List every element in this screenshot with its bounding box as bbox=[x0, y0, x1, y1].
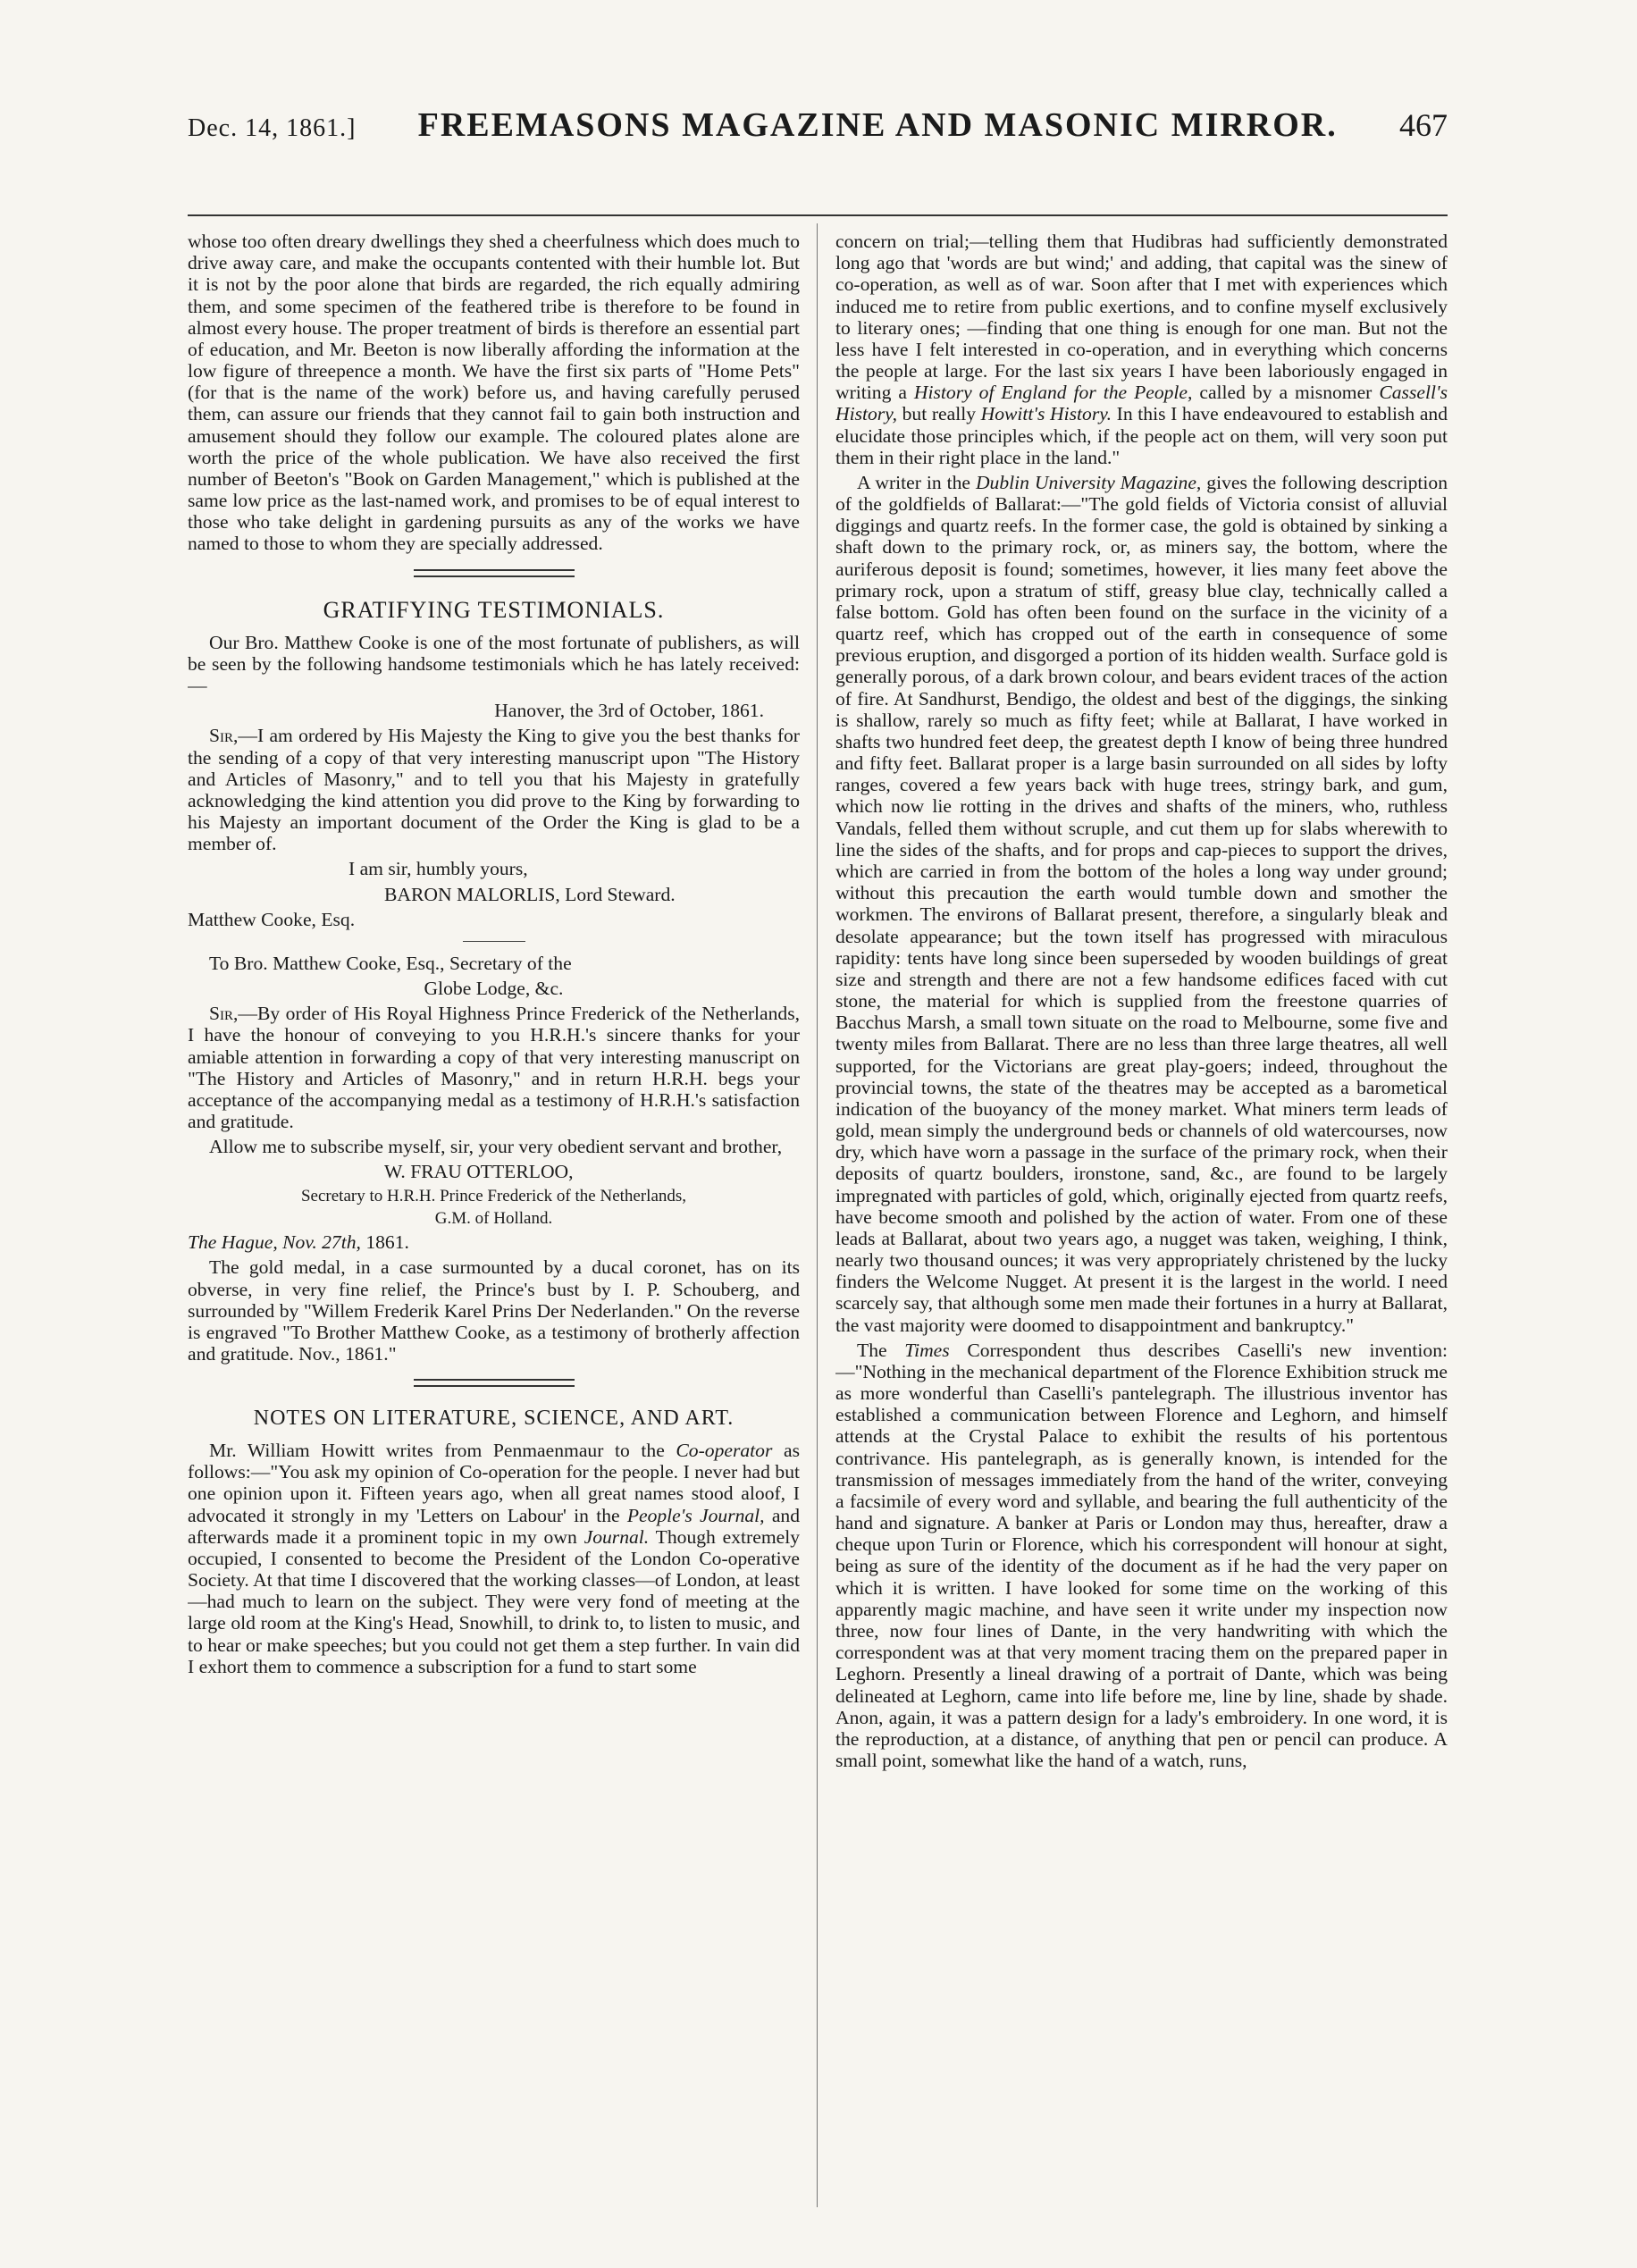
howitt-cooperator: Co-operator bbox=[676, 1440, 773, 1462]
letter2-year: 1861. bbox=[365, 1231, 409, 1254]
dublin-magazine: Dublin University Magazine, bbox=[975, 471, 1202, 493]
howitt-cont-4: In this I have endeavoured to establish and elucidate those principles which, if the people act on them, will very soon put them in their right place in the land." bbox=[835, 403, 1448, 468]
right-column bbox=[835, 231, 1448, 2197]
page-number: 467 bbox=[1398, 107, 1448, 143]
letter2-title-line2: G.M. of Holland. bbox=[434, 1208, 553, 1228]
letter2-title-line1: Secretary to H.R.H. Prince Frederick of the Netherlands, bbox=[300, 1186, 687, 1205]
howitt-peoples-journal: People's Journal, bbox=[626, 1504, 765, 1526]
letter2-salutation: Sir, bbox=[209, 1003, 239, 1025]
dublin-text-2: gives the following description of the goldfields of Ballarat:—"The gold fields of Victoria consist of alluvial diggings and quartz reefs. In the former case, the gold is obtained by sinking a shaft down to the primary rock, or, as miners say, the bottom, where the auriferous deposit is found; sometimes, however, it lies many feet above the primary rock, upon a stratum of stiff, greasy blue clay, technically called a false bottom. Gold has often been found on the surface in the vicinity of a quartz reef, which has cropped out of the earth in consequence of some previous eruption, and disgorged a portion of its hidden wealth. Surface gold is generally porous, of a dark brown colour, and bears evident traces of the action of fire. At Sandhurst, Bendigo, the oldest and best of the diggings, the sinking is shallow, rarely so much as fifty feet; while at Ballarat, I have worked in shafts two hundred feet deep, the greatest depth I know of being three hundred and fifty feet. Ballarat proper is a large basin surrounded on all sides by lofty ranges, covered a few years back with huge trees, stringy bark, and gum, which now lie rotting in the drives and shafts of the miners, who, ruthless Vandals, felled them without scruple, and cut them up for slabs wherewith to line the sides of the shafts, and for props and cap-pieces to support the drives, which are carried in from the bottom of the holes a long way under ground; without this precaution the earth would tumble down and smother the workmen. The environs of Ballarat present, therefore, a singularly bleak and desolate appearance; but the town itself has progressed with miraculous rapidity: tents have long since been superseded by wooden buildings of great size and strength and there are not a few handsome edifices faced with cut stone, the material for which is supplied from the freestone quarries of Bacchus Marsh, a small town situate on the road to Melbourne, some five and twenty miles from Ballarat. There are no less than three large theatres, all well supported, for the Victorians are great play-goers; indeed, throughout the provincial towns, the state of the theatres may be accepted as a barometical indication of the buoyancy of the money market. What miners term leads of gold, mean simply the underground beds or channels of old watercourses, now dry, which have worn a passage in the surface of the primary rock, when their deposits of quartz boulders, ironstone, sand, &c., are found to be largely impregnated with particles of gold, which, originally ejected from quartz reefs, have become smooth and polished by the action of water. From one of these leads at Ballarat, about two years ago, a nugget was taken, weighing, I think, nearly two thousand ounces; it was very appropriately christened by the lucky finders the Welcome Nugget. At present it is the largest in the world. I need scarcely say, that although some men made their fortunes in a hurry at Ballarat, the vast majority were doomed to disappointment and bankruptcy." bbox=[835, 471, 1448, 1336]
column-divider bbox=[817, 223, 818, 2207]
testimonials-heading: GRATIFYING TESTIMONIALS. bbox=[323, 596, 665, 623]
howitt-journal: Journal. bbox=[583, 1525, 650, 1548]
letter2-body bbox=[188, 1003, 800, 1132]
left-column bbox=[188, 231, 800, 2197]
letter1-body bbox=[188, 725, 800, 854]
times-text-1: The bbox=[857, 1339, 887, 1361]
pantelegraph-paragraph bbox=[835, 1340, 1448, 1771]
letter2-place bbox=[188, 1231, 800, 1253]
howitt-cont-2: called by a misnomer bbox=[1199, 382, 1373, 404]
section-divider bbox=[414, 1379, 575, 1387]
header-date: Dec. 14, 1861.] bbox=[188, 114, 357, 142]
letter2-text: —By order of His Royal Highness Prince Frederick of the Netherlands, I have the honour of conveying to you H.R.H.'s sincere thanks for your amiable attention in forwarding a copy of that very interesting manuscript on "The History and Articles of Masonry," and in return H.R.H. begs your acceptance of the accompanying medal as a testimony of H.R.H.'s satisfaction and gratitude. bbox=[188, 1003, 800, 1133]
letter1-closing: I am sir, humbly yours, bbox=[348, 858, 528, 880]
letter2-place-text: The Hague, Nov. 27th, bbox=[188, 1231, 361, 1254]
testimonials-intro: Our Bro. Matthew Cooke is one of the most fortunate of publishers, as will be seen by the following handsome testimonials which he has lately received:— bbox=[188, 631, 800, 697]
howitt-cassell: Cassell's History, bbox=[835, 382, 1448, 425]
letter2-address-line2: Globe Lodge, &c. bbox=[424, 978, 564, 1000]
howitt-cont-3: but really bbox=[902, 403, 976, 425]
letter-divider bbox=[463, 941, 525, 942]
howitt-text-1: Mr. William Howitt writes from Penmaenmaur to the bbox=[209, 1440, 665, 1462]
howitt-text-3: and afterwards made it a prominent topic in my own bbox=[188, 1504, 800, 1548]
times-name: Times bbox=[904, 1339, 950, 1361]
medal-paragraph: The gold medal, in a case surmounted by a ducal coronet, has on its obverse, in very fine relief, the Prince's bust by I. P. Schouberg, and surrounded by "Willem Frederik Karel Prins Der Nederlanden." On the reverse is engraved "To Brother Matthew Cooke, as a testimony of brotherly affection and gratitude. Nov., 1861." bbox=[188, 1256, 800, 1365]
letter1-salutation: Sir, bbox=[209, 725, 239, 747]
howitt-text-4: Though extremely occupied, I consented to become the President of the London Co-operative Society. At that time I discovered that the working classes—of London, at least—had much to learn on the subject. They were very fond of meeting at the large old room at the King's Head, Snowhill, to drink to, to listen to music, and to hear or make speeches; but you could not get them a step further. In vain did I exhort them to commence a subscription for a fund to start some bbox=[188, 1525, 800, 1677]
letter2-allow: Allow me to subscribe myself, sir, your very obedient servant and brother, bbox=[209, 1136, 783, 1158]
howitt-paragraph bbox=[188, 1440, 800, 1677]
ballarat-paragraph bbox=[835, 472, 1448, 1336]
letter1-signature: BARON MALORLIS, Lord Steward. bbox=[384, 883, 676, 905]
letter2-signature: W. FRAU OTTERLOO, bbox=[384, 1161, 574, 1183]
howitt-cont-1: concern on trial;—telling them that Hudibras had sufficiently demonstrated long ago that 'words are but wind;' and adding, that capital was the sinew of co-operation, as well as of war. Soon after that I met with experiences which induced me to retire from public exertions, and to confine myself exclusively to literary ones; —finding that one thing is enough for one man. But not the less have I felt interested in co-operation, and in everything which concerns the people at large. For the last six years I have been laboriously engaged in writing a bbox=[835, 231, 1448, 404]
section-divider bbox=[414, 569, 575, 577]
howitt-history-title: History of England for the People, bbox=[913, 382, 1193, 404]
notes-heading: NOTES ON LITERATURE, SCIENCE, AND ART. bbox=[253, 1407, 735, 1431]
running-header bbox=[188, 105, 1448, 159]
letter1-text: —I am ordered by His Majesty the King to give you the best thanks for the sending of a copy of that very interesting manuscript upon "The History and Articles of Masonry," and to tell you that his Majesty in gratefully acknowledging the kind attention you did prove to the King by forwarding to his Majesty an important document of the Order the King is glad to be a member of. bbox=[188, 725, 800, 855]
howitt-howitts-history: Howitt's History. bbox=[980, 403, 1112, 425]
howitt-continued bbox=[835, 231, 1448, 468]
header-title: FREEMASONS MAGAZINE AND MASONIC MIRROR. bbox=[417, 106, 1338, 144]
letter1-dateline: Hanover, the 3rd of October, 1861. bbox=[494, 700, 764, 722]
dublin-text-1: A writer in the bbox=[857, 471, 970, 493]
continued-paragraph: whose too often dreary dwellings they shed a cheerfulness which does much to drive away care, and make the occupants contented with their humble lot. But it is not by the poor alone that birds are regarded, the rich equally admiring them, and some specimen of the feathered tribe is therefore to be found in almost every house. The proper treatment of birds is therefore an essential part of education, and Mr. Beeton is now liberally affording the information at the low figure of threepence a month. We have the first six parts of "Home Pets" (for that is the name of the work) before us, and having carefully perused them, can assure our friends that they cannot fail to gain both instruction and amusement should they follow our example. The coloured plates alone are worth the price of the whole publication. We have also received the first number of Beeton's "Book on Garden Management," which is published at the same low price as the last-named work, and promises to be of equal interest to those who take delight in gardening pursuits as any of the works we have named to those to whom they are specially addressed. bbox=[188, 231, 800, 555]
letter1-addressee: Matthew Cooke, Esq. bbox=[188, 908, 356, 930]
header-rule bbox=[188, 214, 1448, 216]
times-text-2: Correspondent thus describes Caselli's new invention: —"Nothing in the mechanical department of the Florence Exhibition struck me as more wonderful than Caselli's pantelegraph. The illustrious inventor has established a communication between Florence and Leghorn, and himself attends at the Crystal Palace to exhibit the results of his portentous contrivance. His pantelegraph, as is generally known, is intended for the transmission of messages immediately from the hand of the writer, conveying a facsimile of every word and syllable, and bearing the full authenticity of the hand and signature. A banker at Paris or London may thus, hereafter, draw a cheque upon Turin or Florence, which his correspondent will honour at sight, being as sure of the identity of the document as if he had the very paper on which it is written. I have looked for some time on the working of this apparently magic machine, and have seen it write under my inspection now three, now four lines of Dante, in the very handwriting with which the correspondent was at that very moment tracing them on the prepared paper in Leghorn. Presently a lineal drawing of a portrait of Dante, which was being delineated at Leghorn, came into life before me, line by line, shade by shade. Anon, again, it was a pattern design for a lady's embroidery. In one word, it is the reproduction, at a distance, of anything that pen or pencil can produce. A small point, somewhat like the hand of a watch, runs, bbox=[835, 1339, 1448, 1772]
howitt-text-2: as follows:—"You ask my opinion of Co-operation for the people. I never had but one opinion upon it. Fifteen years ago, when all great names stood aloof, I advocated it strongly in my 'Letters on Labour' in the bbox=[188, 1440, 800, 1526]
letter2-address-line1: To Bro. Matthew Cooke, Esq., Secretary of the bbox=[209, 952, 572, 974]
